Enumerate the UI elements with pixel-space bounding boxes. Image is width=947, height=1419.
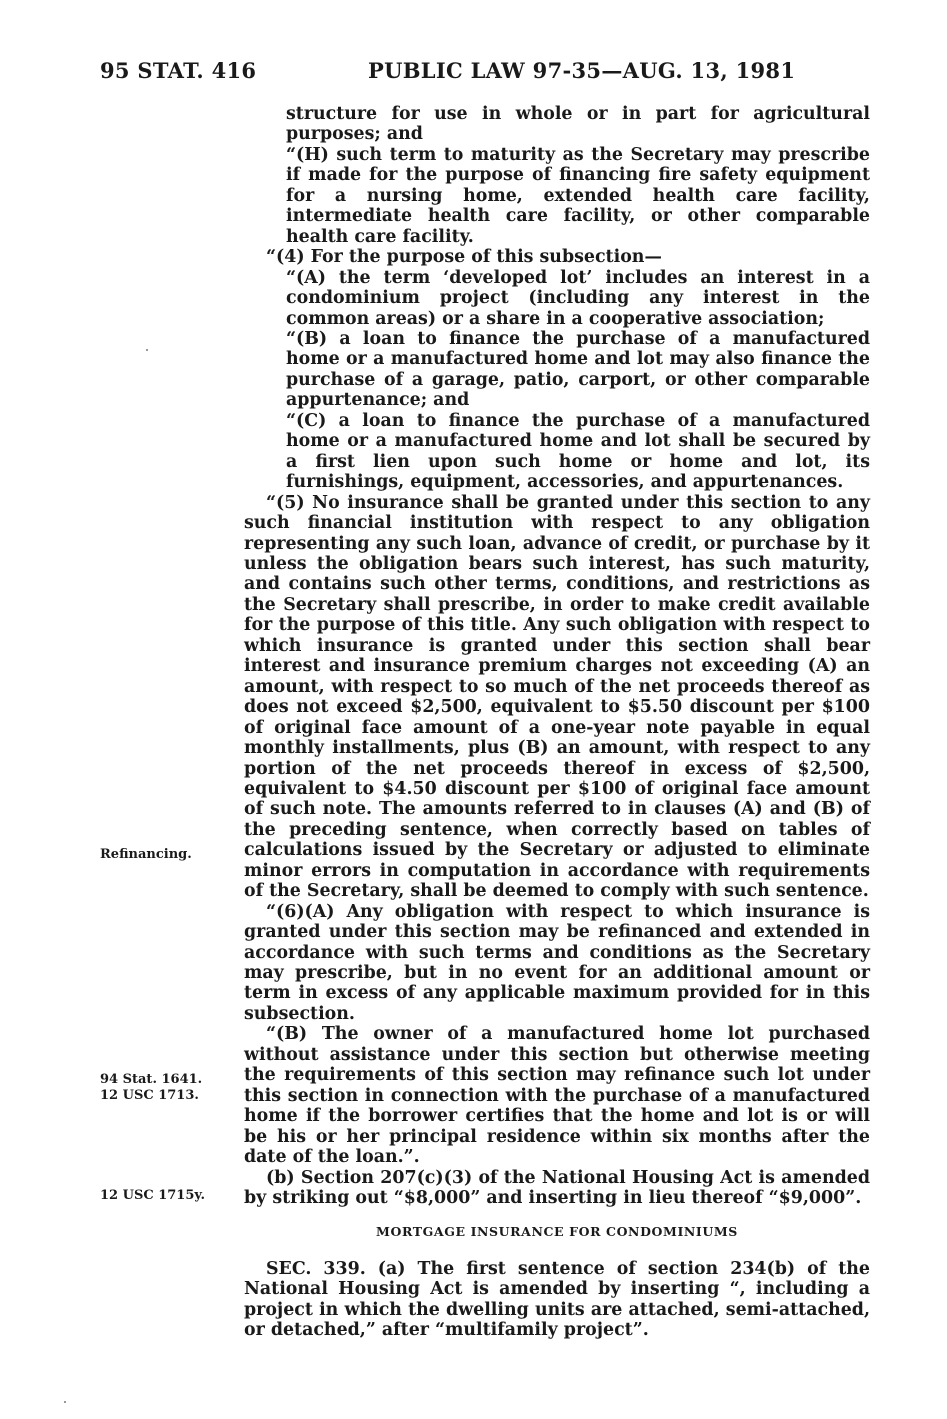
paragraph-H: “(H) such term to maturity as the Secretary may prescribe if made for the purpose of financing fire safety equipment for a nursing home, extended health care facility, intermediate health care facility, or other comparable health care facility. — [286, 144, 870, 247]
paragraph-b: (b) Section 207(c)(3) of the National Housing Act is amended by striking out “$8,000” and inserting in lieu thereof “$9,000”. — [244, 1167, 870, 1209]
margin-note-usc-1715y: 12 USC 1715y. — [100, 1188, 205, 1203]
section-heading: MORTGAGE INSURANCE FOR CONDOMINIUMS — [376, 1224, 738, 1240]
margin-note-stat-ref: 94 Stat. 1641. — [100, 1072, 203, 1087]
paragraph-6A: “(6)(A) Any obligation with respect to which insurance is granted under this section may be refinanced and extended in accordance with such terms and conditions as the Secretary may prescribe, but in no event for an additional amount or term in excess of any applicable maximum provided for in this subsection. — [244, 901, 870, 1024]
paragraph-continuation: structure for use in whole or in part for agricultural purposes; and — [286, 104, 870, 145]
paragraph-6B: “(B) The owner of a manufactured home lot purchased without assistance under this section but otherwise meeting the requirements of this section may refinance such lot under this section in connection with the purchase of a manufactured home if the borrower certifies that the home and lot is or will be his or her principal residence within six months after the date of the loan.”. — [244, 1024, 870, 1168]
paragraph-4B: “(B) a loan to finance the purchase of a manufactured home or a manufactured home and lot may also finance the purchase of a garage, patio, carport, or other comparable appurtenance; and — [286, 328, 870, 411]
scan-speck — [146, 349, 148, 351]
paragraph-sec-339: SEC. 339. (a) The first sentence of section 234(b) of the National Housing Act is amended by inserting “, including a project in which the dwelling units are attached, semi-attached, or detached,” after “multifamily project”. — [244, 1258, 870, 1341]
running-header-title: PUBLIC LAW 97-35—AUG. 13, 1981 — [368, 58, 796, 83]
margin-note-refinancing: Refinancing. — [100, 847, 192, 862]
paragraph-4C: “(C) a loan to finance the purchase of a manufactured home or a manufactured home and lot shall be secured by a first lien upon such home or home and lot, its furnishings, equipment, accessories, and appurtenances. — [286, 410, 870, 493]
body-text — [244, 104, 870, 1341]
scan-speck — [64, 1401, 66, 1403]
paragraph-4: “(4) For the purpose of this subsection— — [266, 247, 662, 268]
margin-note-usc-1713: 12 USC 1713. — [100, 1088, 199, 1103]
paragraph-5: “(5) No insurance shall be granted under this section to any such financial institution with respect to any obligation representing any such loan, advance of credit, or purchase by it unless the obligation bears such interest, has such maturity, and contains such other terms, conditions, and restrictions as the Secretary shall prescribe, in order to make credit available for the purpose of this title. Any such obligation with respect to which insurance is granted under this section shall bear interest and insurance premium charges not exceeding (A) an amount, with respect to so much of the net proceeds thereof as does not exceed $2,500, equivalent to $5.50 discount per $100 of original face amount of a one-year note payable in equal monthly installments, plus (B) an amount, with respect to any portion of the net proceeds thereof in excess of $2,500, equivalent to $4.50 discount per $100 of original face amount of such note. The amounts referred to in clauses (A) and (B) of the preceding sentence, when correctly based on tables of calculations issued by the Secretary or adjusted to eliminate minor errors in computation in accordance with requirements of the Secretary, shall be deemed to comply with such sentence. — [244, 492, 870, 902]
statute-page-number: 95 STAT. 416 — [100, 58, 257, 83]
paragraph-4A: “(A) the term ‘developed lot’ includes an interest in a condominium project (including any interest in the common areas) or a share in a cooperative association; — [286, 267, 870, 329]
